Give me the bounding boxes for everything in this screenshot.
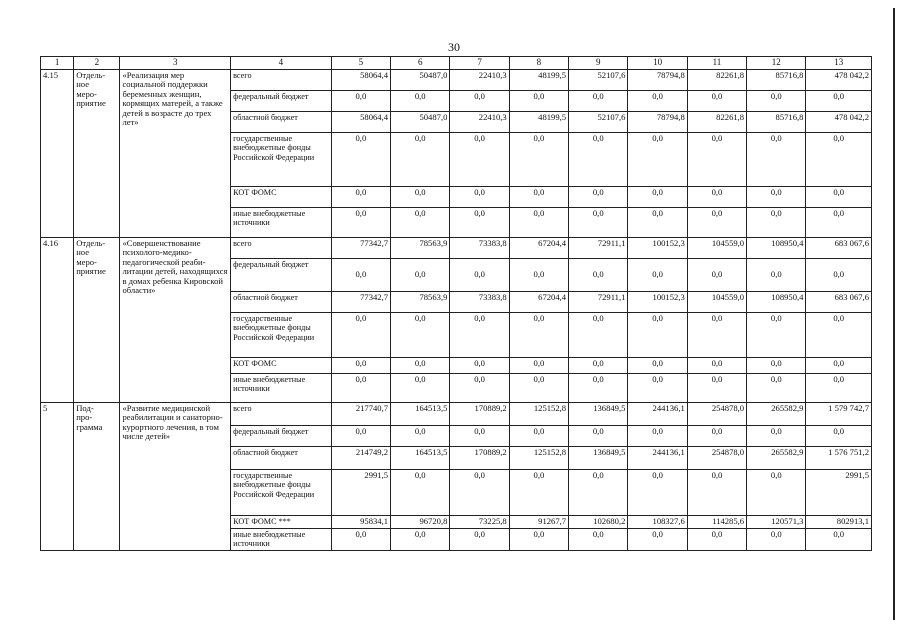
value-cell: 0,0 [391,528,450,550]
value-cell: 108950,4 [747,291,806,312]
value-cell: 78794,8 [628,111,687,132]
value-cell: 265582,9 [747,446,806,469]
value-cell: 85716,8 [747,111,806,132]
header-cell-1: 1 [41,57,74,70]
value-cell: 50487,0 [391,69,450,90]
value-cell: 0,0 [628,425,687,446]
funding-source-label: КОТ ФОМС [231,357,332,373]
funding-source-label: областной бюджет [231,291,332,312]
funding-source-label: иные внебюджетные источники [231,528,332,550]
value-cell: 100152,3 [628,291,687,312]
value-cell: 0,0 [509,312,568,357]
value-cell: 0,0 [569,425,628,446]
section-title: «Развитие медицинской реабилитации и санаторно-курортного лечения, в том числе детей» [120,402,231,550]
value-cell: 0,0 [569,132,628,186]
value-cell: 58064,4 [331,69,390,90]
header-cell-4: 4 [231,57,332,70]
value-cell: 95834,1 [331,515,390,528]
value-cell: 67204,4 [509,291,568,312]
value-cell: 217740,7 [331,402,390,425]
value-cell: 0,0 [628,373,687,402]
value-cell: 85716,8 [747,69,806,90]
value-cell: 102680,2 [569,515,628,528]
value-cell: 0,0 [569,528,628,550]
section-number: 5 [41,402,74,550]
value-cell: 0,0 [569,90,628,111]
header-cell-12: 12 [747,57,806,70]
value-cell: 0,0 [806,90,872,111]
funding-source-label: областной бюджет [231,446,332,469]
value-cell: 0,0 [569,373,628,402]
value-cell: 78563,9 [391,237,450,258]
value-cell: 0,0 [687,207,746,237]
funding-source-label: федеральный бюджет [231,258,332,291]
value-cell: 0,0 [331,357,390,373]
value-cell: 73383,8 [450,237,509,258]
value-cell: 683 067,6 [806,291,872,312]
value-cell: 0,0 [687,357,746,373]
section-title: «Реализация мер социальной поддержки беременных женщин, кормящих матерей, а также детей в возрасте до трех лет» [120,69,231,237]
funding-source-label: КОТ ФОМС [231,186,332,207]
value-cell: 0,0 [628,528,687,550]
value-cell: 0,0 [569,207,628,237]
value-cell: 78563,9 [391,291,450,312]
value-cell: 0,0 [331,90,390,111]
value-cell: 254878,0 [687,446,746,469]
value-cell: 0,0 [450,357,509,373]
value-cell: 0,0 [687,528,746,550]
funding-source-label: иные внебюджетные источники [231,207,332,237]
value-cell: 0,0 [747,373,806,402]
value-cell: 0,0 [806,258,872,291]
value-cell: 0,0 [628,132,687,186]
value-cell: 0,0 [450,90,509,111]
value-cell: 0,0 [391,207,450,237]
header-cell-5: 5 [331,57,390,70]
value-cell: 0,0 [509,357,568,373]
header-cell-8: 8 [509,57,568,70]
value-cell: 0,0 [687,469,746,515]
header-cell-9: 9 [569,57,628,70]
value-cell: 22410,3 [450,69,509,90]
value-cell: 0,0 [747,312,806,357]
value-cell: 72911,1 [569,237,628,258]
value-cell: 0,0 [569,258,628,291]
value-cell: 0,0 [391,373,450,402]
table-row [41,69,872,90]
value-cell: 0,0 [628,312,687,357]
value-cell: 0,0 [391,186,450,207]
value-cell: 0,0 [806,207,872,237]
value-cell: 0,0 [806,312,872,357]
budget-table [40,56,872,551]
value-cell: 0,0 [687,90,746,111]
funding-source-label: государственные внебюджетные фонды Российской Федерации [231,469,332,515]
value-cell: 164513,5 [391,402,450,425]
value-cell: 0,0 [391,90,450,111]
table-row [41,402,872,425]
value-cell: 0,0 [331,528,390,550]
value-cell: 104559,0 [687,291,746,312]
value-cell: 0,0 [747,528,806,550]
value-cell: 72911,1 [569,291,628,312]
value-cell: 0,0 [687,373,746,402]
value-cell: 0,0 [806,132,872,186]
value-cell: 0,0 [806,373,872,402]
value-cell: 0,0 [687,425,746,446]
value-cell: 0,0 [628,258,687,291]
value-cell: 1 576 751,2 [806,446,872,469]
value-cell: 136849,5 [569,446,628,469]
funding-source-label: КОТ ФОМС *** [231,515,332,528]
value-cell: 0,0 [391,132,450,186]
value-cell: 0,0 [450,258,509,291]
value-cell: 0,0 [391,425,450,446]
value-cell: 0,0 [569,357,628,373]
value-cell: 0,0 [450,528,509,550]
value-cell: 0,0 [806,528,872,550]
value-cell: 125152,8 [509,402,568,425]
value-cell: 0,0 [450,373,509,402]
value-cell: 73383,8 [450,291,509,312]
value-cell: 108950,4 [747,237,806,258]
value-cell: 0,0 [509,90,568,111]
value-cell: 52107,6 [569,111,628,132]
section-kind: Под- про- грамма [74,402,120,550]
value-cell: 0,0 [331,207,390,237]
value-cell: 2991,5 [331,469,390,515]
value-cell: 0,0 [747,258,806,291]
value-cell: 0,0 [806,186,872,207]
section-kind: Отдель- ное меро- приятие [74,69,120,237]
value-cell: 100152,3 [628,237,687,258]
value-cell: 0,0 [331,258,390,291]
value-cell: 50487,0 [391,111,450,132]
value-cell: 0,0 [391,258,450,291]
section-number: 4.15 [41,69,74,237]
value-cell: 136849,5 [569,402,628,425]
value-cell: 0,0 [391,469,450,515]
section-number: 4.16 [41,237,74,402]
value-cell: 0,0 [509,373,568,402]
funding-source-label: федеральный бюджет [231,90,332,111]
value-cell: 58064,4 [331,111,390,132]
value-cell: 77342,7 [331,237,390,258]
value-cell: 0,0 [628,90,687,111]
value-cell: 0,0 [628,186,687,207]
value-cell: 214749,2 [331,446,390,469]
value-cell: 77342,7 [331,291,390,312]
value-cell: 0,0 [747,357,806,373]
header-cell-3: 3 [120,57,231,70]
value-cell: 0,0 [509,528,568,550]
value-cell: 0,0 [391,357,450,373]
value-cell: 0,0 [747,425,806,446]
value-cell: 0,0 [747,132,806,186]
value-cell: 164513,5 [391,446,450,469]
value-cell: 0,0 [747,469,806,515]
value-cell: 0,0 [628,469,687,515]
value-cell: 478 042,2 [806,69,872,90]
value-cell: 91267,7 [509,515,568,528]
value-cell: 108327,6 [628,515,687,528]
value-cell: 0,0 [450,207,509,237]
value-cell: 0,0 [331,373,390,402]
value-cell: 125152,8 [509,446,568,469]
value-cell: 82261,8 [687,69,746,90]
value-cell: 96720,8 [391,515,450,528]
value-cell: 0,0 [687,186,746,207]
value-cell: 0,0 [450,425,509,446]
value-cell: 0,0 [450,469,509,515]
value-cell: 0,0 [509,186,568,207]
value-cell: 0,0 [569,469,628,515]
value-cell: 1 579 742,7 [806,402,872,425]
value-cell: 170889,2 [450,446,509,469]
page-edge-line [893,8,895,620]
value-cell: 244136,1 [628,446,687,469]
value-cell: 0,0 [331,186,390,207]
value-cell: 244136,1 [628,402,687,425]
value-cell: 683 067,6 [806,237,872,258]
funding-source-label: всего [231,402,332,425]
funding-source-label: иные внебюджетные источники [231,373,332,402]
value-cell: 0,0 [450,132,509,186]
value-cell: 0,0 [509,425,568,446]
value-cell: 0,0 [509,132,568,186]
value-cell: 48199,5 [509,111,568,132]
section-kind: Отдель- ное меро- приятие [74,237,120,402]
value-cell: 48199,5 [509,69,568,90]
value-cell: 0,0 [509,469,568,515]
header-cell-10: 10 [628,57,687,70]
value-cell: 0,0 [687,312,746,357]
value-cell: 254878,0 [687,402,746,425]
header-row [41,57,872,70]
value-cell: 0,0 [747,186,806,207]
value-cell: 0,0 [687,132,746,186]
value-cell: 0,0 [331,132,390,186]
section-title: «Совершенствование психолого-медико-педагогической реаби-литации детей, находящихся в домах ребенка Кировской области» [120,237,231,402]
funding-source-label: государственные внебюджетные фонды Российской Федерации [231,132,332,186]
value-cell: 265582,9 [747,402,806,425]
funding-source-label: государственные внебюджетные фонды Российской Федерации [231,312,332,357]
funding-source-label: всего [231,237,332,258]
funding-source-label: областной бюджет [231,111,332,132]
value-cell: 120571,3 [747,515,806,528]
value-cell: 67204,4 [509,237,568,258]
value-cell: 0,0 [391,312,450,357]
value-cell: 0,0 [687,258,746,291]
funding-source-label: федеральный бюджет [231,425,332,446]
value-cell: 0,0 [509,258,568,291]
value-cell: 2991,5 [806,469,872,515]
value-cell: 22410,3 [450,111,509,132]
page-number: 30 [448,40,460,54]
value-cell: 0,0 [628,357,687,373]
value-cell: 52107,6 [569,69,628,90]
header-cell-7: 7 [450,57,509,70]
value-cell: 0,0 [569,312,628,357]
value-cell: 0,0 [806,425,872,446]
value-cell: 73225,8 [450,515,509,528]
value-cell: 0,0 [450,312,509,357]
value-cell: 478 042,2 [806,111,872,132]
value-cell: 0,0 [509,207,568,237]
value-cell: 114285,6 [687,515,746,528]
value-cell: 802913,1 [806,515,872,528]
header-cell-2: 2 [74,57,120,70]
value-cell: 0,0 [450,186,509,207]
value-cell: 0,0 [569,186,628,207]
value-cell: 0,0 [806,357,872,373]
value-cell: 0,0 [747,90,806,111]
header-cell-11: 11 [687,57,746,70]
value-cell: 170889,2 [450,402,509,425]
value-cell: 0,0 [331,312,390,357]
value-cell: 82261,8 [687,111,746,132]
value-cell: 78794,8 [628,69,687,90]
header-cell-13: 13 [806,57,872,70]
funding-source-label: всего [231,69,332,90]
value-cell: 0,0 [628,207,687,237]
table-row [41,237,872,258]
value-cell: 0,0 [331,425,390,446]
value-cell: 0,0 [747,207,806,237]
value-cell: 104559,0 [687,237,746,258]
header-cell-6: 6 [391,57,450,70]
